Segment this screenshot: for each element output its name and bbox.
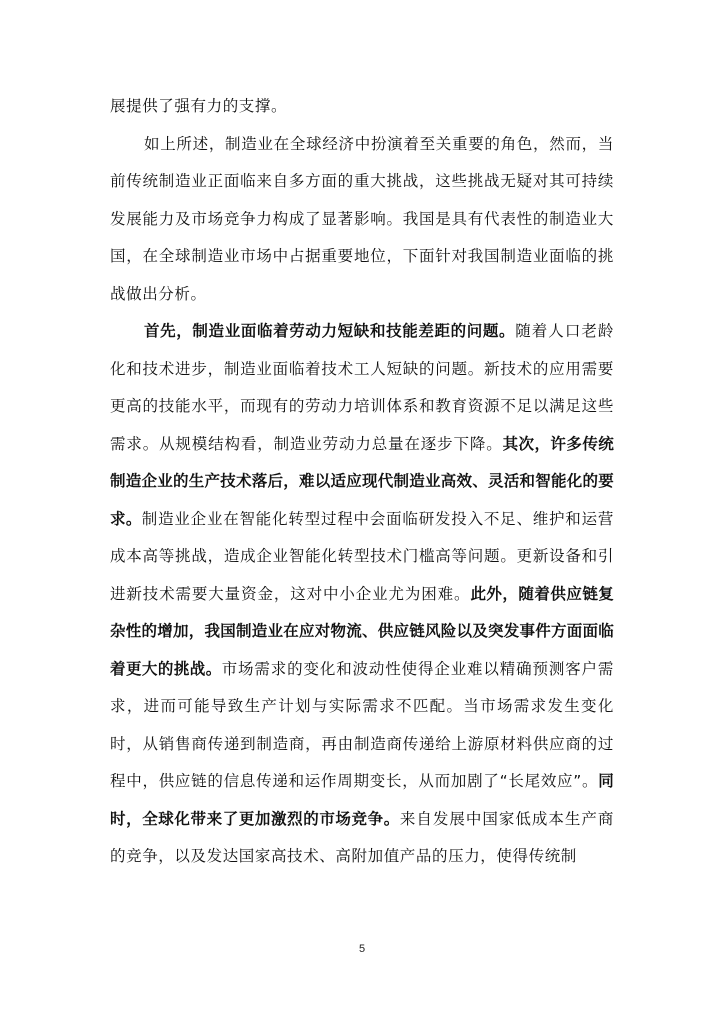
paragraph-continuation <box>110 88 614 126</box>
page-number: 5 <box>358 943 366 955</box>
paragraph-text-supply-chain: 市场需求的变化和波动性使得企业难以精确预测客户需求，进而可能导致生产计划与实际需求不匹配。当市场需求发生变化时，从销售商传递到制造商，再由制造商传递给上游原材料供应商的过程中，供应链的信息传递和运作周期变长，从而加剧了“长尾效应”。 <box>110 659 614 790</box>
bold-heading-technology: 其次，许多传统制造企业的生产技术落后，难以适应现代制造业高效、灵活和智能化的要求。 <box>110 434 615 528</box>
paragraph-text: 展提供了强有力的支撑。 <box>110 97 288 115</box>
bold-heading-supply-chain: 此外，随着供应链复杂性的增加，我国制造业在应对物流、供应链风险以及突发事件方面面临着更大的挑战。 <box>110 584 615 678</box>
bold-heading-globalization: 同时，全球化带来了更加激烈的市场竞争。 <box>110 772 614 828</box>
paragraph-overview <box>110 126 614 314</box>
paragraph-text-labor: 随着人口老龄化和技术进步，制造业面临着技术工人短缺的问题。新技术的应用需要更高的技能水平，而现有的劳动力培训体系和教育资源不足以满足这些需求。从规模结构看，制造业劳动力总量在逐步下降。 <box>110 322 614 453</box>
document-page <box>110 88 614 876</box>
paragraph-text-globalization: 来自发展中国家低成本生产商的竞争，以及发达国家高技术、高附加值产品的压力，使得传统制 <box>110 809 614 865</box>
paragraph-text: 如上所述，制造业在全球经济中扮演着至关重要的角色，然而，当前传统制造业正面临来自多方面的重大挑战，这些挑战无疑对其可持续发展能力及市场竞争力构成了显著影响。我国是具有代表性的制造业大国，在全球制造业市场中占据重要地位，下面针对我国制造业面临的挑战做出分析。 <box>110 134 614 303</box>
bold-heading-labor: 首先，制造业面临着劳动力短缺和技能差距的问题。 <box>144 322 516 340</box>
paragraph-challenges <box>110 313 614 876</box>
paragraph-text-technology: 制造业企业在智能化转型过程中会面临研发投入不足、维护和运营成本高等挑战，造成企业智能化转型技术门槛高等问题。更新设备和引进新技术需要大量资金，这对中小企业尤为困难。 <box>110 509 614 603</box>
